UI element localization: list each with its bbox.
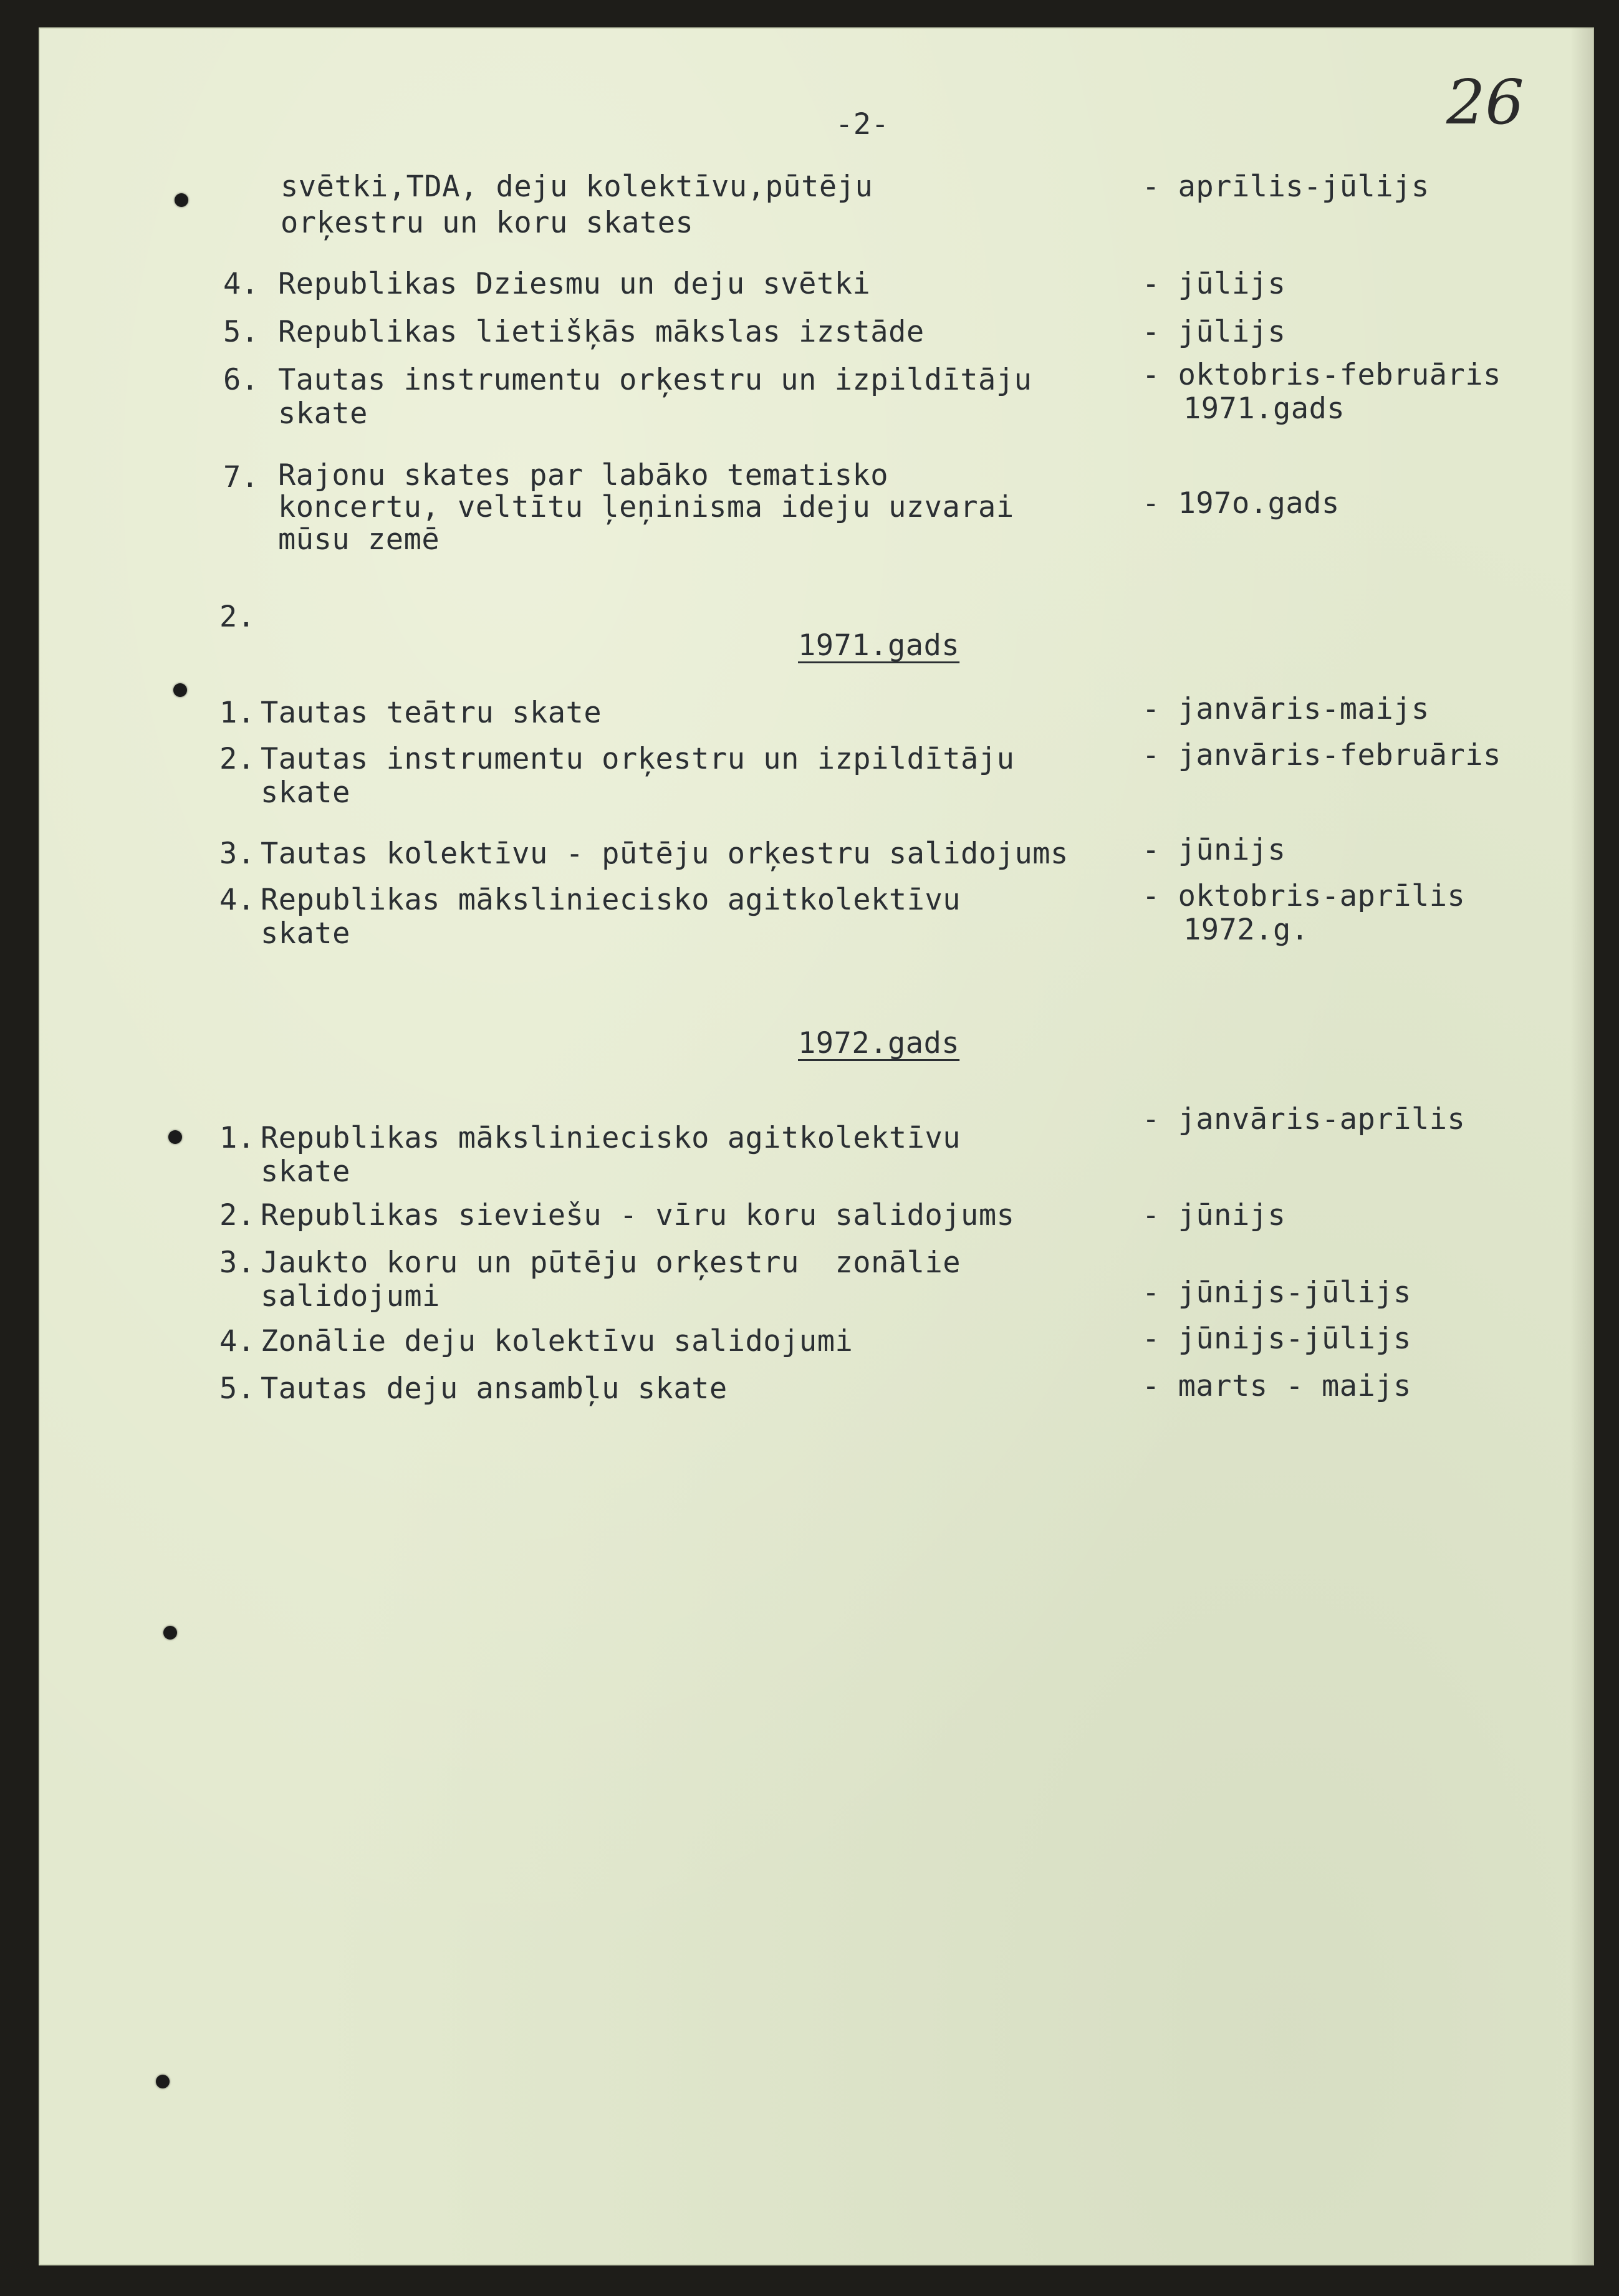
punch-hole-2 (173, 683, 187, 697)
item-1970-7-text-line-3: mūsu zemē (278, 522, 440, 557)
item-1970-6-date-line-2: 1971.gads (1183, 391, 1345, 426)
item-1970-4-text: Republikas Dziesmu un deju svētki (278, 267, 871, 301)
item-1970-5-date: - jūlijs (1142, 315, 1286, 349)
item-1970-5-number: 5. (223, 315, 259, 349)
item-1972-4-number: 4. (219, 1324, 256, 1358)
item-1972-2-text: Republikas sieviešu - vīru koru salidojums (261, 1198, 1015, 1232)
item-1971-2-date: - janvāris-februāris (1142, 738, 1501, 772)
item-1971-3-date: - jūnijs (1142, 833, 1286, 867)
item-1970-4-number: 4. (223, 267, 259, 301)
page-number: -2- (835, 107, 890, 142)
item-1972-5-number: 5. (219, 1371, 256, 1406)
item-1972-2-number: 2. (219, 1198, 256, 1232)
item-1970-7-text-line-1: Rajonu skates par labāko tematisko (278, 458, 889, 492)
item-1972-1-date: - janvāris-aprīlis (1142, 1102, 1466, 1136)
item-1971-3-number: 3. (219, 837, 256, 871)
item-1971-2-text-line-1: Tautas instrumentu orķestru un izpildītāju (261, 742, 1015, 776)
item-1972-1-number: 1. (219, 1121, 256, 1155)
item-1971-4-text-line-1: Republikas mākslinieciskо agitkolektīvu (261, 883, 961, 917)
section-marker: 2. (219, 600, 256, 634)
item-1972-2-date: - jūnijs (1142, 1198, 1286, 1232)
item-1970-6-date-line-1: - oktobris-februāris (1142, 358, 1501, 392)
item-1972-4-date: - jūnijs-jūlijs (1142, 1322, 1411, 1356)
item-1971-1-number: 1. (219, 696, 256, 730)
punch-hole-5 (156, 2075, 170, 2088)
item-1970-6-text-line-2: skate (278, 396, 368, 431)
item-1972-4-text: Zonālie deju kolektīvu salidojumi (261, 1324, 853, 1358)
continuation-line-1: svētki,TDA, deju kolektīvu,pūtēju (281, 170, 873, 204)
heading-1971: 1971.gads (798, 628, 960, 663)
item-1972-3-date: - jūnijs-jūlijs (1142, 1275, 1411, 1310)
item-1971-1-text: Tautas teātru skate (261, 696, 602, 730)
item-1971-2-number: 2. (219, 742, 256, 776)
handwritten-folio-number: 26 (1446, 67, 1524, 138)
continuation-line-2: orķestru un koru skates (281, 206, 694, 240)
page-edge-shadow (1570, 27, 1594, 2265)
item-1971-3-text: Tautas kolektīvu - pūtēju orķestru salidojums (261, 837, 1069, 871)
punch-hole-4 (163, 1626, 177, 1640)
item-1972-5-text: Tautas deju ansambļu skate (261, 1371, 728, 1406)
item-1970-4-date: - jūlijs (1142, 267, 1286, 301)
item-1972-1-text-line-1: Republikas mākslinieciskо agitkolektīvu (261, 1121, 961, 1155)
item-1970-7-number: 7. (223, 460, 259, 494)
punch-hole-1 (175, 193, 188, 207)
item-1972-3-number: 3. (219, 1246, 256, 1280)
punch-hole-3 (168, 1130, 182, 1144)
item-1972-3-text-line-2: salidojumi (261, 1279, 440, 1314)
item-1972-5-date: - marts - maijs (1142, 1369, 1411, 1403)
item-1972-3-text-line-1: Jaukto koru un pūtēju orķestru zonālie (261, 1246, 961, 1280)
item-1971-1-date: - janvāris-maijs (1142, 692, 1429, 726)
item-1970-6-text-line-1: Tautas instrumentu orķestru un izpildītāju (278, 363, 1032, 397)
item-1972-1-text-line-2: skate (261, 1155, 350, 1189)
item-1971-4-text-line-2: skate (261, 916, 350, 951)
heading-1972: 1972.gads (798, 1026, 960, 1060)
item-1970-7-date: - 197o.gads (1142, 486, 1340, 521)
item-1971-4-date-line-2: 1972.g. (1183, 913, 1309, 947)
item-1971-2-text-line-2: skate (261, 776, 350, 810)
item-1971-4-number: 4. (219, 883, 256, 917)
continuation-date: - aprīlis-jūlijs (1142, 170, 1429, 204)
item-1970-5-text: Republikas lietišķās mākslas izstāde (278, 315, 925, 349)
item-1971-4-date-line-1: - oktobris-aprīlis (1142, 879, 1466, 913)
item-1970-7-text-line-2: koncertu, veltītu ļeņinisma ideju uzvarai (278, 490, 1014, 524)
item-1970-6-number: 6. (223, 363, 259, 397)
